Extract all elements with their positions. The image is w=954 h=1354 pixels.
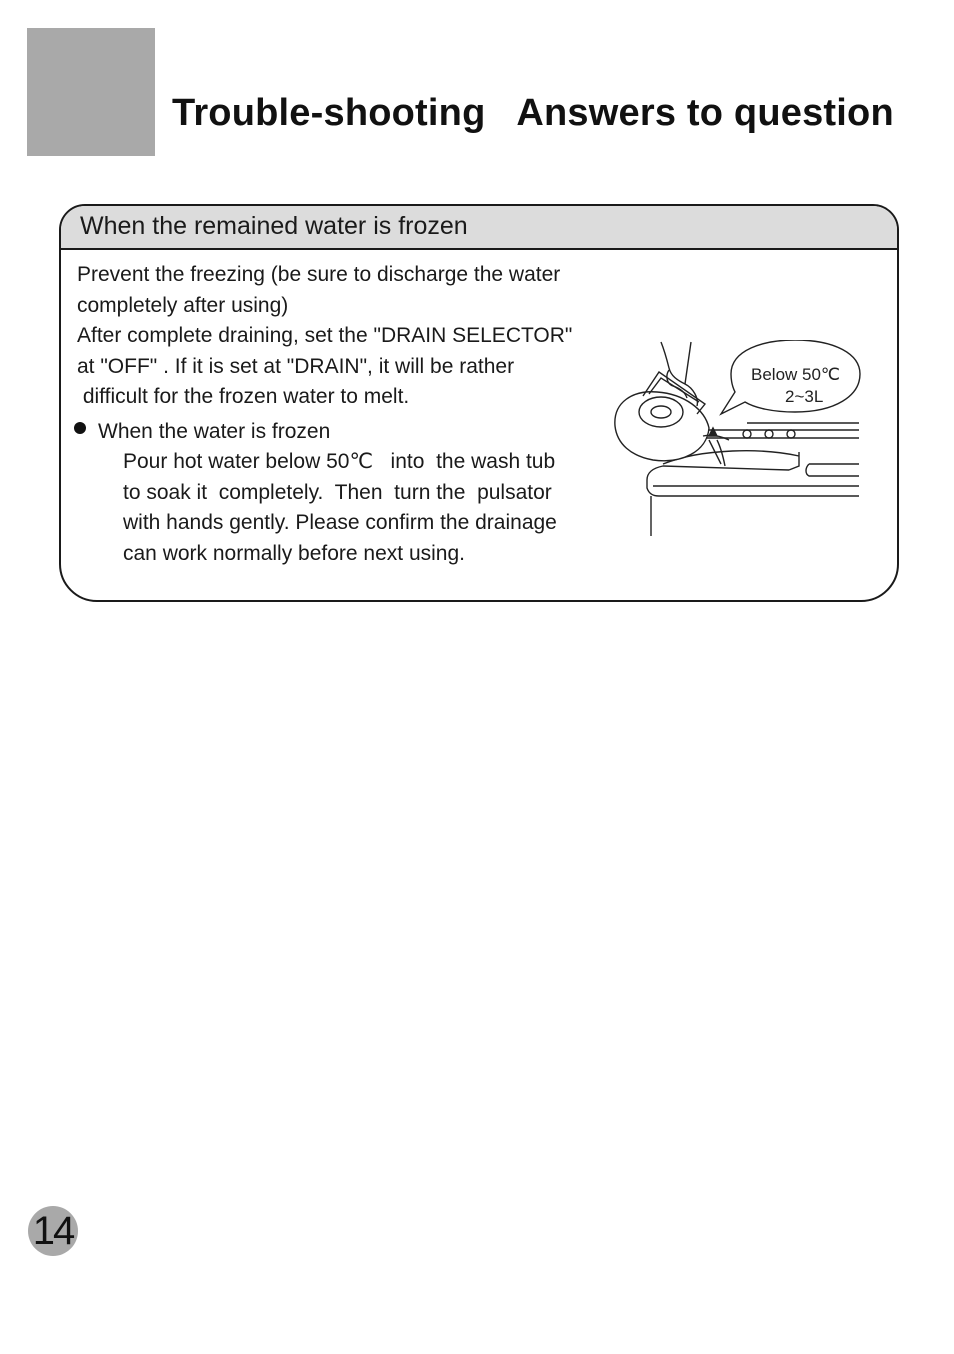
section-header (61, 206, 897, 250)
bullet-line: can work normally before next using. (123, 542, 465, 565)
intro-line: at "OFF" . If it is set at "DRAIN", it will be rather (77, 355, 515, 378)
section-box (59, 204, 899, 602)
page-number-badge (28, 1206, 78, 1256)
intro-line: completely after using) (77, 294, 289, 317)
bubble-volume-text: 2~3L (785, 387, 824, 406)
bubble-temperature-text: Below 50℃ (751, 365, 841, 384)
speech-bubble (721, 340, 860, 414)
intro-line: Prevent the freezing (be sure to discharge the water (77, 263, 561, 286)
corner-decoration-block (27, 28, 155, 156)
bullet-line: Pour hot water below 50℃ into the wash tub (123, 450, 556, 473)
kettle-pouring-illustration (613, 340, 863, 536)
intro-line: difficult for the frozen water to melt. (77, 385, 410, 408)
bullet-heading: When the water is frozen (98, 420, 331, 443)
page-number: 14 (32, 1209, 74, 1253)
bullet-line: to soak it completely. Then turn the pulsator (123, 481, 552, 504)
page-title: Trouble-shooting Answers to question (172, 92, 894, 134)
intro-line: After complete draining, set the "DRAIN SELECTOR" (77, 324, 573, 347)
bullet-line: with hands gently. Please confirm the drainage (123, 511, 557, 534)
section-title: When the remained water is frozen (80, 212, 468, 240)
bullet-dot-icon (74, 422, 86, 434)
